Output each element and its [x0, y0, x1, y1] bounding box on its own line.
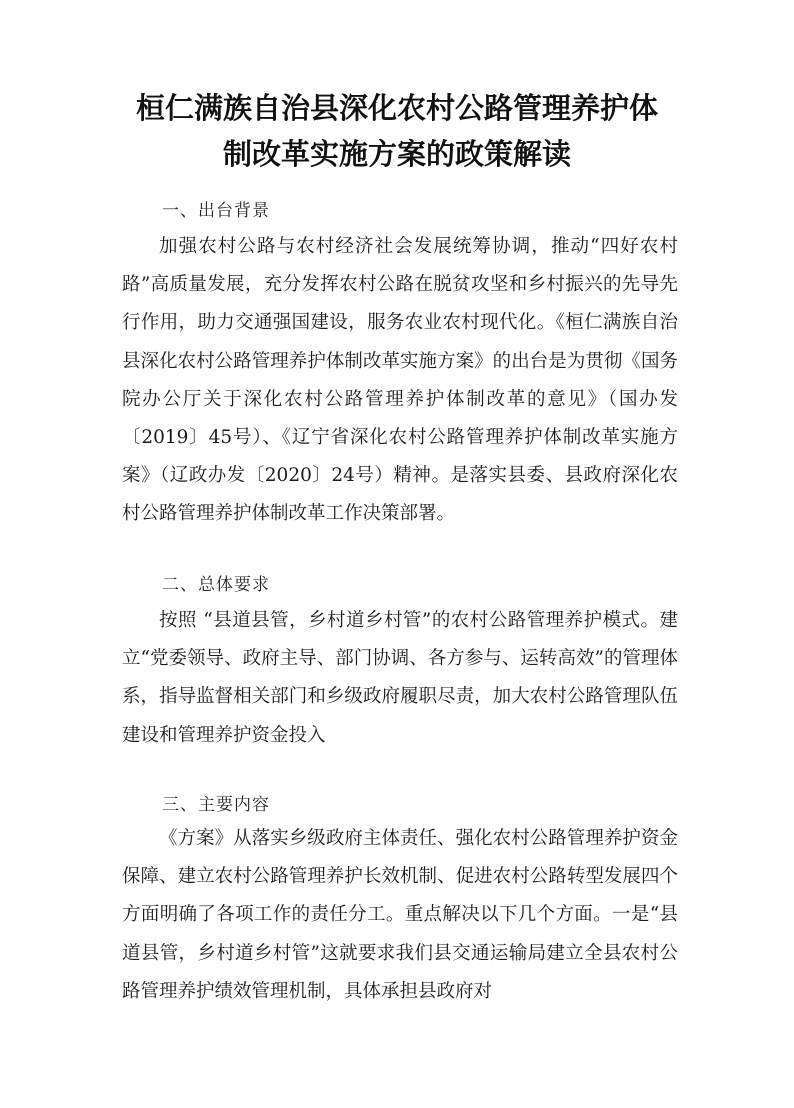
section-heading-background: 一、出台背景: [162, 201, 270, 221]
section-body-background: 加强农村公路与农村经济社会发展统筹协调，推动“四好农村路”高质量发展，充分发挥农村公路在脱贫攻坚和乡村振兴的先导先行作用，助力交通强国建设，服务农业农村现代化。《桓仁满族自治县深化农村公路管理养护体制改革实施方案》的出台是为贯彻《国务院办公厅关于深化农村公路管理养护体制改革的意见》（国办发〔2019〕45号）、《辽宁省深化农村公路管理养护体制改革实施方案》（辽政办发〔2020〕24号）精神。是落实县委、县政府深化农村公路管理养护体制改革工作决策部署。: [122, 236, 678, 525]
section-body-requirements: 按照 “县道县管，乡村道乡村管”的农村公路管理养护模式。建立“党委领导、政府主导、部门协调、各方参与、运转高效”的管理体系，指导监督相关部门和乡级政府履职尽责，加大农村公路管理队伍建设和管理养护资金投入: [122, 610, 678, 746]
document-title-line-1: 桓仁满族自治县深化农村公路管理养护体: [135, 91, 658, 125]
section-body-content: 《方案》从落实乡级政府主体责任、强化农村公路管理养护资金保障、建立农村公路管理养护长效机制、促进农村公路转型发展四个方面明确了各项工作的责任分工。重点解决以下几个方面。一是“县道县管，乡村道乡村管”这就要求我们县交通运输局建立全县农村公路管理养护绩效管理机制，具体承担县政府对: [122, 828, 678, 1002]
section-heading-requirements: 二、总体要求: [162, 575, 270, 595]
section-heading-content: 三、主要内容: [162, 795, 270, 815]
document-title-line-2: 制改革实施方案的政策解读: [222, 137, 571, 171]
